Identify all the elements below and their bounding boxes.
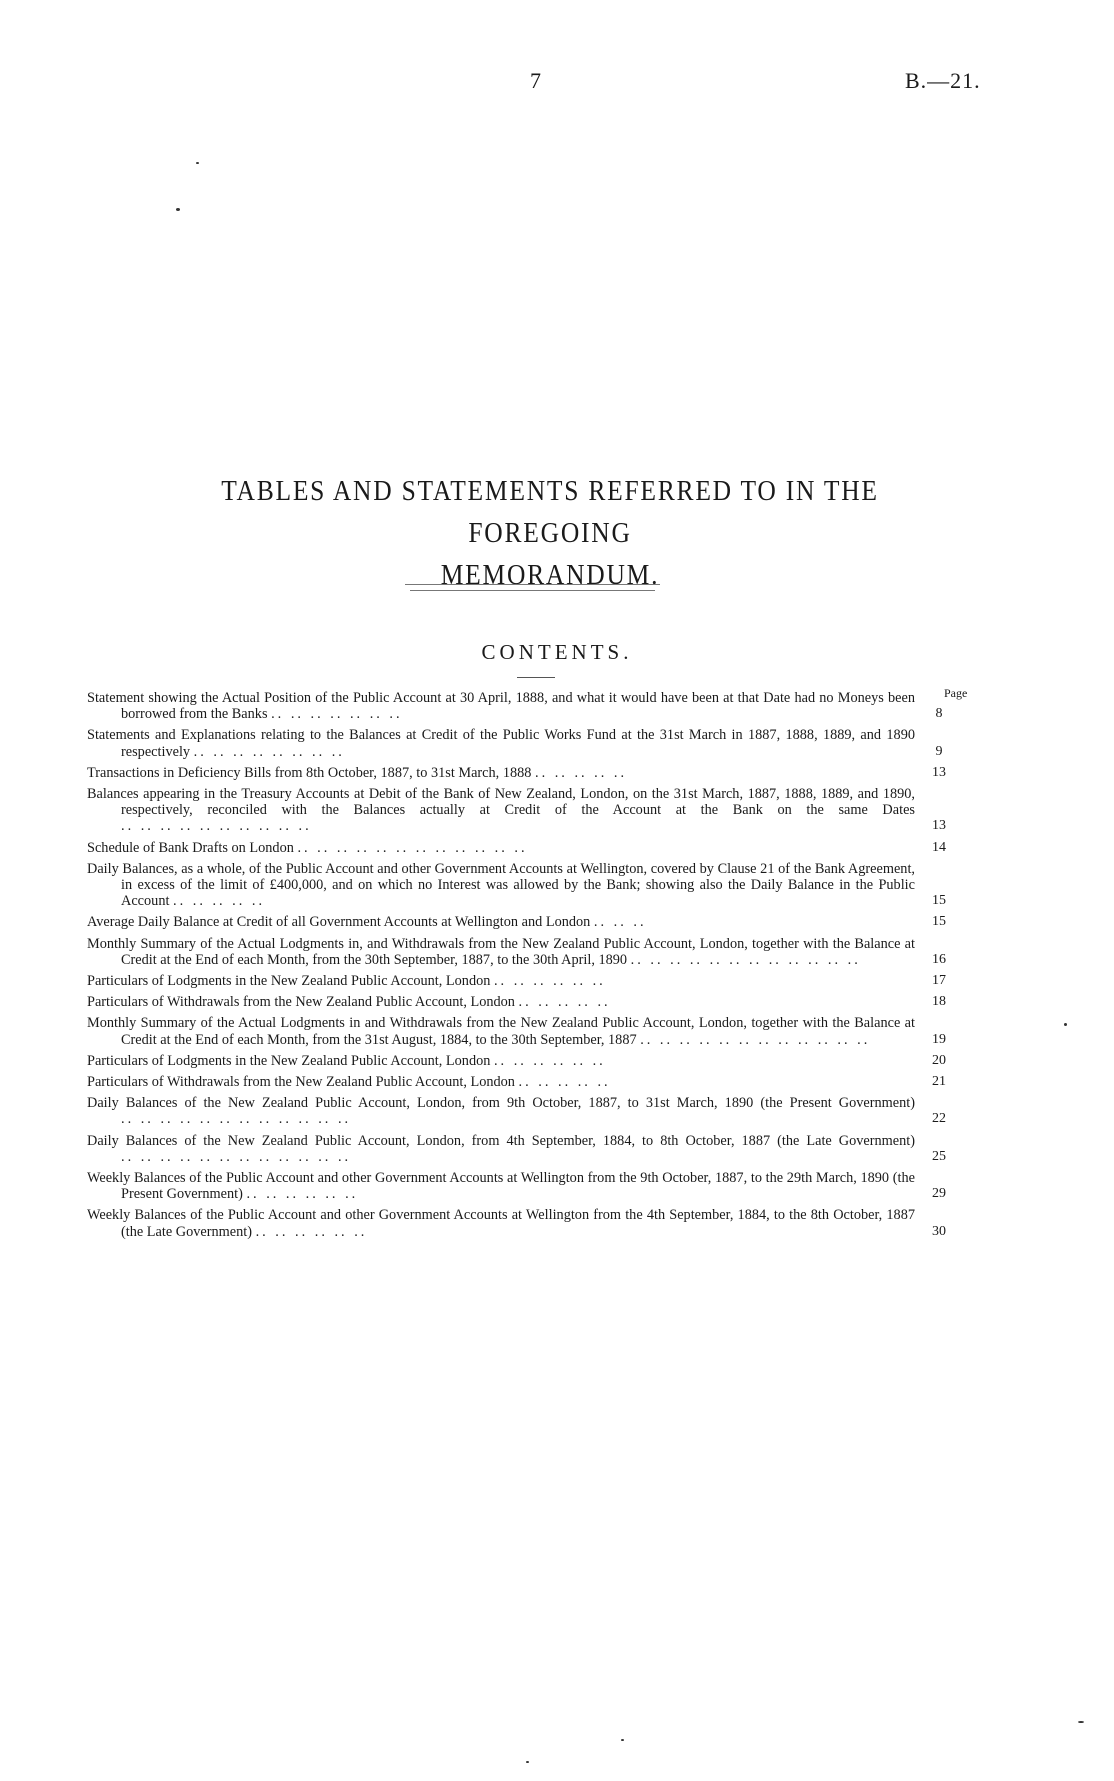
toc-entry[interactable] (87, 840, 967, 856)
contents-heading: CONTENTS. (481, 640, 633, 664)
document-code: B.—21. (905, 68, 981, 93)
toc-entry-text: Daily Balances of the New Zealand Public Account, London, from 9th October, 1887, to 31st March, 1890 (the Present Government) .. .. .. .. .. .. .. .. .. .. .. .. (87, 1095, 915, 1128)
toc-leader: .. .. .. .. .. .. (246, 1186, 359, 1203)
toc-entry-text: Particulars of Lodgments in the New Zealand Public Account, London .. .. .. .. .. .. (87, 973, 606, 990)
toc-entry-text: Particulars of Withdrawals from the New Zealand Public Account, London .. .. .. .. .. (87, 994, 611, 1011)
toc-leader: .. .. .. .. .. .. .. .. .. .. .. .. (121, 1148, 352, 1165)
document-title (154, 470, 946, 596)
toc-entry[interactable] (87, 1170, 967, 1202)
toc-entry[interactable] (87, 936, 967, 968)
toc-entry-text: Weekly Balances of the Public Account and other Government Accounts at Wellington from the 9th October, 1887, to the 29th March, 1890 (the Present Government) .. .. .. .. .. .. (87, 1170, 915, 1203)
toc-leader: .. .. .. .. .. (518, 1074, 611, 1091)
toc-page-number: 29 (932, 1186, 946, 1202)
toc-leader: .. .. .. .. .. .. .. (271, 706, 403, 723)
toc-page-number: 9 (935, 743, 943, 759)
toc-entry[interactable] (87, 1207, 967, 1239)
toc-page-number: 22 (932, 1111, 946, 1127)
toc-entry[interactable] (87, 1015, 967, 1047)
table-of-contents (87, 686, 967, 1245)
toc-page-number: 16 (932, 951, 946, 967)
toc-entry[interactable] (87, 914, 967, 930)
toc-entry[interactable] (87, 1053, 967, 1069)
toc-leader: .. .. .. .. .. .. .. .. (193, 743, 345, 760)
toc-leader: .. .. .. .. .. .. (493, 973, 606, 990)
toc-leader: .. .. .. .. .. (518, 994, 611, 1011)
toc-entry[interactable] (87, 1095, 967, 1127)
scan-speck (196, 162, 199, 164)
toc-page-number: 18 (932, 994, 946, 1010)
toc-leader: .. .. .. .. .. (173, 893, 266, 910)
toc-leader: .. .. .. .. .. .. (493, 1052, 606, 1069)
toc-entry-text: Balances appearing in the Treasury Accounts at Debit of the Bank of New Zealand, London, on the 31st March, 1887, 1888, 1889, and 1890, respectively, reconciled with the Balances actually at Credit of the Account at the Bank on the same Dates .. .. .. .. .. .. .. .. .. .. (87, 786, 915, 835)
toc-leader: .. .. .. (593, 914, 647, 931)
toc-entry[interactable] (87, 727, 967, 759)
toc-entry[interactable] (87, 973, 967, 989)
toc-page-number: 15 (932, 893, 946, 909)
toc-page-number: 14 (932, 839, 946, 855)
toc-page-number: 25 (932, 1148, 946, 1164)
toc-entry[interactable] (87, 786, 967, 835)
toc-page-number: 17 (932, 973, 946, 989)
title-line-2: MEMORANDUM. (440, 559, 660, 591)
toc-page-number: 20 (932, 1052, 946, 1068)
toc-entry[interactable] (87, 690, 967, 722)
scan-speck (1064, 1023, 1067, 1026)
toc-page-number: 19 (932, 1031, 946, 1047)
toc-page-number: 15 (932, 914, 946, 930)
toc-entry[interactable] (87, 1133, 967, 1165)
toc-entry-text: Average Daily Balance at Credit of all Government Accounts at Wellington and London .. .. .. (87, 914, 647, 931)
toc-entry-text: Daily Balances of the New Zealand Public Account, London, from 4th September, 1884, to 8th October, 1887 (the Late Government) .. .. .. .. .. .. .. .. .. .. .. .. (87, 1132, 915, 1165)
toc-leader: .. .. .. .. .. .. .. .. .. .. .. .. (297, 839, 528, 856)
toc-page-number: 13 (932, 764, 946, 780)
toc-page-number: 30 (932, 1223, 946, 1239)
toc-entry[interactable] (87, 1074, 967, 1090)
title-rule-bottom (410, 590, 655, 591)
toc-leader: .. .. .. .. .. .. .. .. .. .. .. .. (630, 951, 861, 968)
toc-entry-text: Monthly Summary of the Actual Lodgments in and Withdrawals from the New Zealand Public Account, London, together with the Balance at Credit at the End of each Month, from the 31st August, 1884, to the 30th September, 1887 .. .. .. .. .. .. .. .. .. .. .. .. (87, 1015, 915, 1048)
page-column-label: Page (944, 686, 968, 700)
toc-page-number: 8 (935, 706, 943, 722)
toc-entry-text: Transactions in Deficiency Bills from 8th October, 1887, to 31st March, 1888 .. .. .. .. .. (87, 764, 628, 781)
page-number: 7 (530, 68, 541, 93)
toc-page-number: 21 (932, 1074, 946, 1090)
toc-leader: .. .. .. .. .. .. (255, 1223, 368, 1240)
scan-speck (1078, 1721, 1084, 1723)
toc-entry-text: Statement showing the Actual Position of the Public Account at 30 April, 1888, and what it would have been at that Date had no Moneys been borrowed from the Banks .. .. .. .. .. .. .. (87, 690, 915, 723)
toc-entry[interactable] (87, 994, 967, 1010)
toc-entry[interactable] (87, 765, 967, 781)
toc-entry-text: Particulars of Lodgments in the New Zealand Public Account, London .. .. .. .. .. .. (87, 1052, 606, 1069)
toc-entry-text: Weekly Balances of the Public Account and other Government Accounts at Wellington from the 4th September, 1884, to the 8th October, 1887 (the Late Government) .. .. .. .. .. .. (87, 1207, 915, 1240)
toc-entry[interactable] (87, 861, 967, 910)
title-rule-top (405, 584, 660, 585)
toc-leader: .. .. .. .. .. .. .. .. .. .. .. .. (121, 1111, 352, 1128)
scan-speck (526, 1761, 529, 1763)
toc-entry-text: Statements and Explanations relating to the Balances at Credit of the Public Works Fund at the 31st March in 1887, 1888, 1889, and 1890 respectively .. .. .. .. .. .. .. .. (87, 727, 915, 760)
toc-leader: .. .. .. .. .. .. .. .. .. .. (121, 818, 312, 835)
toc-entry-text: Schedule of Bank Drafts on London .. .. .. .. .. .. .. .. .. .. .. .. (87, 839, 528, 856)
contents-rule (517, 677, 555, 678)
toc-entry-text: Particulars of Withdrawals from the New Zealand Public Account, London .. .. .. .. .. (87, 1074, 611, 1091)
scan-speck (176, 208, 180, 211)
toc-entry-text: Daily Balances, as a whole, of the Public Account and other Government Accounts at Wellington, covered by Clause 21 of the Bank Agreement, in excess of the limit of £400,000, and on which no Interest was allowed by the Bank; showing also the Daily Balance in the Public Account .. .. .. .. .. (87, 860, 915, 910)
title-line-1: TABLES AND STATEMENTS REFERRED TO IN THE FOREGOING (221, 475, 879, 549)
scan-speck (621, 1739, 624, 1741)
toc-leader: .. .. .. .. .. (535, 764, 628, 781)
toc-entry-text: Monthly Summary of the Actual Lodgments in, and Withdrawals from the New Zealand Public Account, London, together with the Balance at Credit at the End of each Month, from the 30th September, 1887, to the 30th April, 1890 .. .. .. .. .. .. .. .. .. .. .. .. (87, 935, 915, 968)
toc-page-number: 13 (932, 818, 946, 834)
toc-leader: .. .. .. .. .. .. .. .. .. .. .. .. (640, 1031, 871, 1048)
